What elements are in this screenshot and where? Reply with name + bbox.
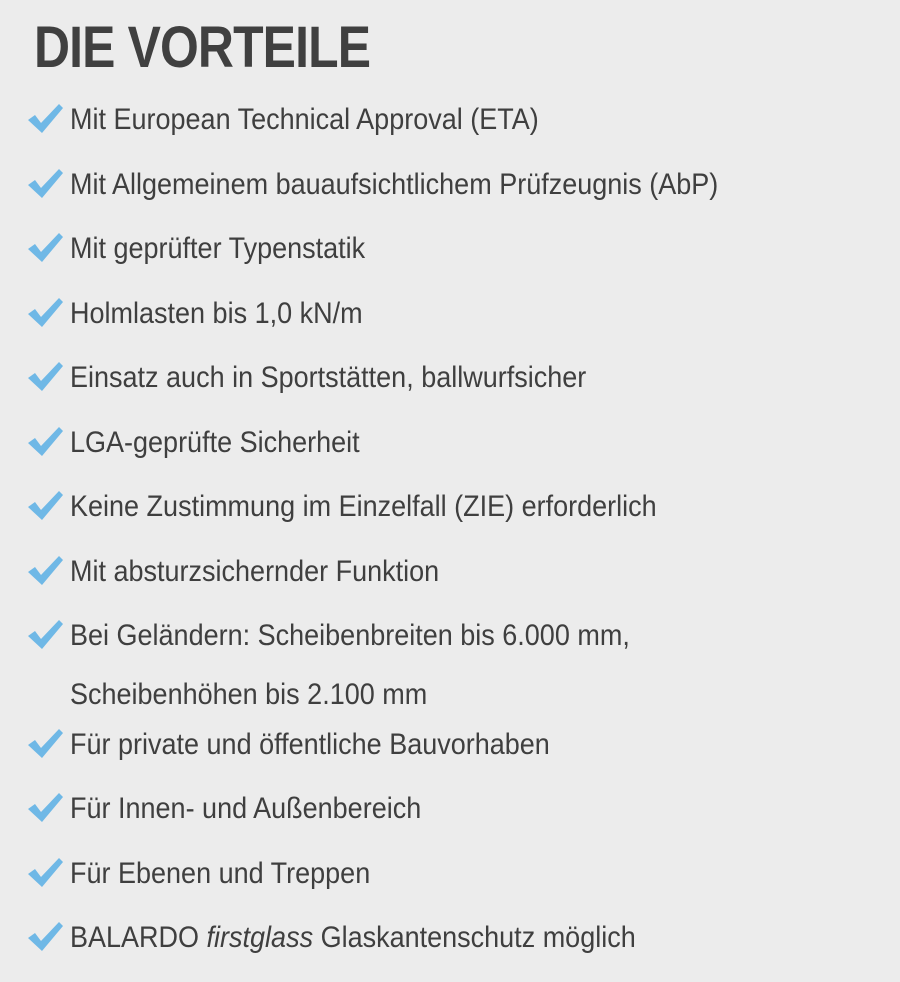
list-item bbox=[26, 169, 886, 229]
list-item-text: Holmlasten bis 1,0 kN/m bbox=[70, 297, 363, 330]
checkmark-icon bbox=[26, 360, 64, 394]
list-item bbox=[26, 427, 886, 487]
list-item bbox=[26, 620, 886, 710]
list-item bbox=[26, 793, 886, 853]
page-title: DIE VORTEILE bbox=[34, 15, 371, 80]
checkmark-icon bbox=[26, 489, 64, 523]
checkmark-icon bbox=[26, 554, 64, 588]
list-item-text-rest: Glaskantenschutz möglich bbox=[313, 921, 636, 954]
list-item bbox=[26, 858, 886, 918]
checkmark-icon bbox=[26, 920, 64, 954]
list-item-text bbox=[70, 620, 630, 711]
list-item bbox=[26, 922, 886, 982]
list-item bbox=[26, 362, 886, 422]
checkmark-icon bbox=[26, 727, 64, 761]
checkmark-icon bbox=[26, 425, 64, 459]
list-item bbox=[26, 556, 886, 616]
list-item-line-2: Scheibenhöhen bis 2.100 mm bbox=[70, 678, 428, 711]
list-item-text bbox=[70, 922, 636, 954]
list-item-line-1: Bei Geländern: Scheibenbreiten bis 6.000 mm, bbox=[70, 619, 630, 652]
list-item-text: Für Innen- und Außenbereich bbox=[70, 792, 422, 825]
list-item-text: Mit geprüfter Typenstatik bbox=[70, 232, 366, 265]
list-item-text: Mit Allgemeinem bauaufsichtlichem Prüfzeugnis (AbP) bbox=[70, 168, 719, 201]
brand-name: BALARDO bbox=[70, 921, 207, 954]
list-item-text: Mit absturzsichernder Funktion bbox=[70, 555, 440, 588]
list-item-text: Für private und öffentliche Bauvorhaben bbox=[70, 728, 550, 761]
list-item bbox=[26, 729, 886, 789]
checkmark-icon bbox=[26, 791, 64, 825]
list-item-text: LGA-geprüfte Sicherheit bbox=[70, 426, 360, 459]
list-item bbox=[26, 298, 886, 358]
checkmark-icon bbox=[26, 231, 64, 265]
list-item-text: Einsatz auch in Sportstätten, ballwurfsicher bbox=[70, 361, 587, 394]
list-item-text: Keine Zustimmung im Einzelfall (ZIE) erforderlich bbox=[70, 490, 657, 523]
list-item bbox=[26, 491, 886, 551]
list-item-text: Für Ebenen und Treppen bbox=[70, 857, 371, 890]
checkmark-icon bbox=[26, 618, 64, 652]
product-name: firstglass bbox=[206, 921, 314, 954]
checkmark-icon bbox=[26, 296, 64, 330]
list-item-text: Mit European Technical Approval (ETA) bbox=[70, 103, 539, 136]
list-item bbox=[26, 104, 886, 164]
checkmark-icon bbox=[26, 102, 64, 136]
checkmark-icon bbox=[26, 856, 64, 890]
list-item bbox=[26, 233, 886, 293]
checkmark-icon bbox=[26, 167, 64, 201]
